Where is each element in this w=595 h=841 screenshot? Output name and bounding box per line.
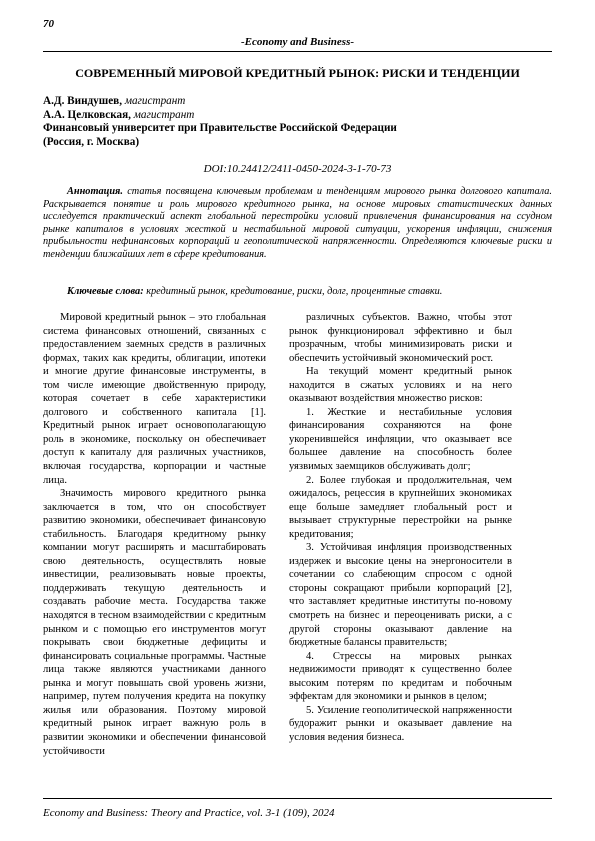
author-2 <box>43 109 397 123</box>
risk-item: 4. Стрессы на мировых рынках недвижимости приводят к существенно более высоким потерям по кредитам и побочным эффектам для экономики и рынков в целом; <box>289 650 512 703</box>
author-name: А.А. Целковская, <box>43 108 131 121</box>
keywords-label: Ключевые слова: <box>67 286 144 297</box>
header-rule <box>43 51 552 52</box>
body-paragraph: Мировой кредитный рынок – это глобальная система финансовых отношений, связанных с предоставлением заемных средств в различных формах, таких как кредиты, облигации, ипотеки и многие другие финансовые инструменты, в том числе имеющие двойственную природу, которая сочетает в себе характеристики долгового и собственного капитала [1]. Кредитный рынок играет основополагающую роль в экономике, поскольку он обеспечивает доступ к капиталу для различных участников, включая государства, корпорации и частные лица. <box>43 312 266 486</box>
author-role: магистрант <box>133 108 195 121</box>
journal-footer: Economy and Business: Theory and Practice, vol. 3-1 (109), 2024 <box>43 807 335 819</box>
affiliation-location: (Россия, г. Москва) <box>43 135 140 148</box>
risk-item: 1. Жесткие и нестабильные условия финансирования сохраняются на фоне укоренившейся инфляции, что оказывает все большее давление на способность более уязвимых заемщиков обслуживать долг; <box>289 406 512 473</box>
article-title: СОВРЕМЕННЫЙ МИРОВОЙ КРЕДИТНЫЙ РЫНОК: РИСКИ И ТЕНДЕНЦИИ <box>75 66 520 80</box>
body-paragraph: На текущий момент кредитный рынок находится в сжатых условиях и на него оказывают воздействия множество рисков: <box>289 366 512 405</box>
keywords-text: кредитный рынок, кредитование, риски, долг, процентные ставки. <box>146 286 443 297</box>
risk-item: 5. Усиление геополитической напряженности будоражит рынки и оказывает давление на условия ведения бизнеса. <box>289 704 512 743</box>
abstract <box>43 186 552 262</box>
page-number: 70 <box>43 18 54 30</box>
body-column-left <box>43 311 266 758</box>
keywords <box>43 286 552 297</box>
body-paragraph: Значимость мирового кредитного рынка заключается в том, что он способствует развитию экономики, обеспечивает финансовую стабильность. Благодаря кредитному рынку компании могут расширять и масштабировать свою деятельность, осуществлять новые инвестиции, реализовывать новые проекты, поддерживать текущую деятельность и создавать рабочие места. Государства также находятся в тесном взаимодействии с кредитным рынком и с помощью его инструментов могут покрывать свои бюджетные дефициты и финансировать социальные программы. Частные лица также являются участниками данного рынка и могут повышать свой уровень жизни, например, путем получения кредита на покупку жилья или образования. Поэтому мировой кредитный рынок играет важную роль в развитии экономики и обеспечении финансовой устойчивости <box>43 488 266 757</box>
author-1 <box>43 95 397 109</box>
doi: DOI:10.24412/2411-0450-2024-3-1-70-73 <box>203 163 392 175</box>
author-role: магистрант <box>124 95 186 107</box>
body-column-right <box>289 311 512 745</box>
abstract-label: Аннотация. <box>67 186 123 197</box>
risk-item: 2. Более глубокая и продолжительная, чем ожидалось, рецессия в крупнейших экономиках еще больше замедляет глобальный рост и вызывает структурные перестройки на рынке кредитования; <box>289 474 512 540</box>
running-head: -Economy and Business- <box>240 36 355 48</box>
author-block <box>43 95 397 149</box>
author-name: А.Д. Виндушев, <box>43 95 123 107</box>
abstract-text: статья посвящена ключевым проблемам и тенденциям мирового рынка долгового капитала. Раскрывается понятие и роль мирового кредитного рынка, на основе мировых статистических данных исследуется практический аспект глобальной перестройки условий привлечения финансирования на ссудном рынке капиталов в условиях жесткой и нестабильной мировой ситуации, ускорения инфляции, снижения прибыльности нефинансовых корпораций и геополитической напряженности. Определяются ключевые риски и тенденции ближайших лет в сфере кредитования. <box>43 186 552 260</box>
footer-rule <box>43 798 552 799</box>
affiliation: Финансовый университет при Правительстве Российской Федерации <box>43 122 397 134</box>
body-paragraph: различных субъектов. Важно, чтобы этот рынок функционировал эффективно и был прозрачным, чтобы минимизировать риски и обеспечить устойчивый экономический рост. <box>289 312 512 364</box>
risk-item: 3. Устойчивая инфляция производственных издержек и высокие цены на энергоносители в сочетании со слабеющим спросом с одной стороны сокращают прибыли корпораций [2], что заставляет кредитные институты по-новому смотреть на бизнес и переоценивать риски, а с другой стороны оказывают давление на бюджетные балансы правительств; <box>289 542 512 649</box>
